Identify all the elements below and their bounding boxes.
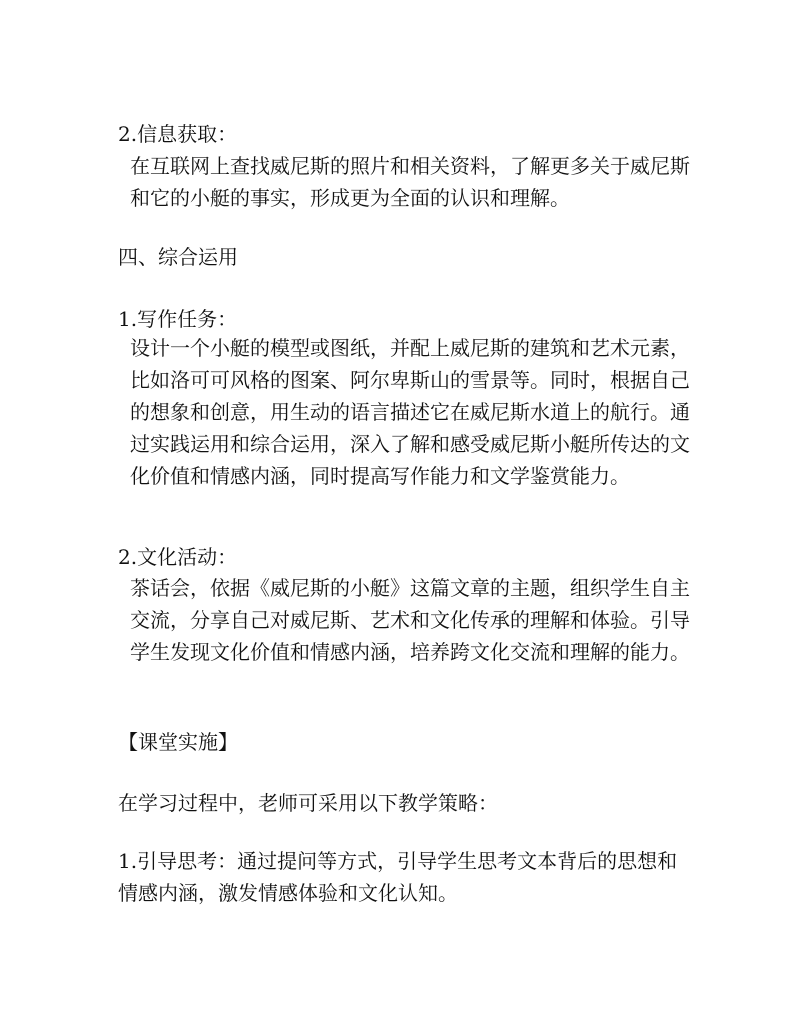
section-heading-class-implementation: 【课堂实施】 — [118, 730, 238, 754]
section-heading-comprehensive-use: 四、综合运用 — [118, 245, 238, 269]
subheading-writing-task: 1.写作任务： — [118, 307, 238, 331]
paragraph-teaching-strategies-intro: 在学习过程中，老师可采用以下教学策略： — [118, 791, 498, 815]
paragraph-writing-task: 设计一个小艇的模型或图纸，并配上威尼斯的建筑和艺术元素，比如洛可可风格的图案、阿尔卑斯山的雪景等。同时，根据自己的想象和创意，用生动的语言描述它在威尼斯水道上的航行。通过实践运用和综合运用，深入了解和感受威尼斯小艇所传达的文化价值和情感内涵，同时提高写作能力和文学鉴赏能力。 — [130, 336, 690, 488]
paragraph-guided-thinking: 1.引导思考：通过提问等方式，引导学生思考文本背后的思想和情感内涵，激发情感体验和文化认知。 — [118, 849, 678, 905]
subheading-info-retrieval: 2.信息获取： — [118, 122, 238, 146]
paragraph-cultural-activity: 茶话会，依据《威尼斯的小艇》这篇文章的主题，组织学生自主交流，分享自己对威尼斯、艺术和文化传承的理解和体验。引导学生发现文化价值和情感内涵，培养跨文化交流和理解的能力。 — [130, 576, 690, 664]
paragraph-info-retrieval: 在互联网上查找威尼斯的照片和相关资料，了解更多关于威尼斯和它的小艇的事实，形成更为全面的认识和理解。 — [130, 154, 690, 210]
subheading-cultural-activity: 2.文化活动： — [118, 545, 238, 569]
